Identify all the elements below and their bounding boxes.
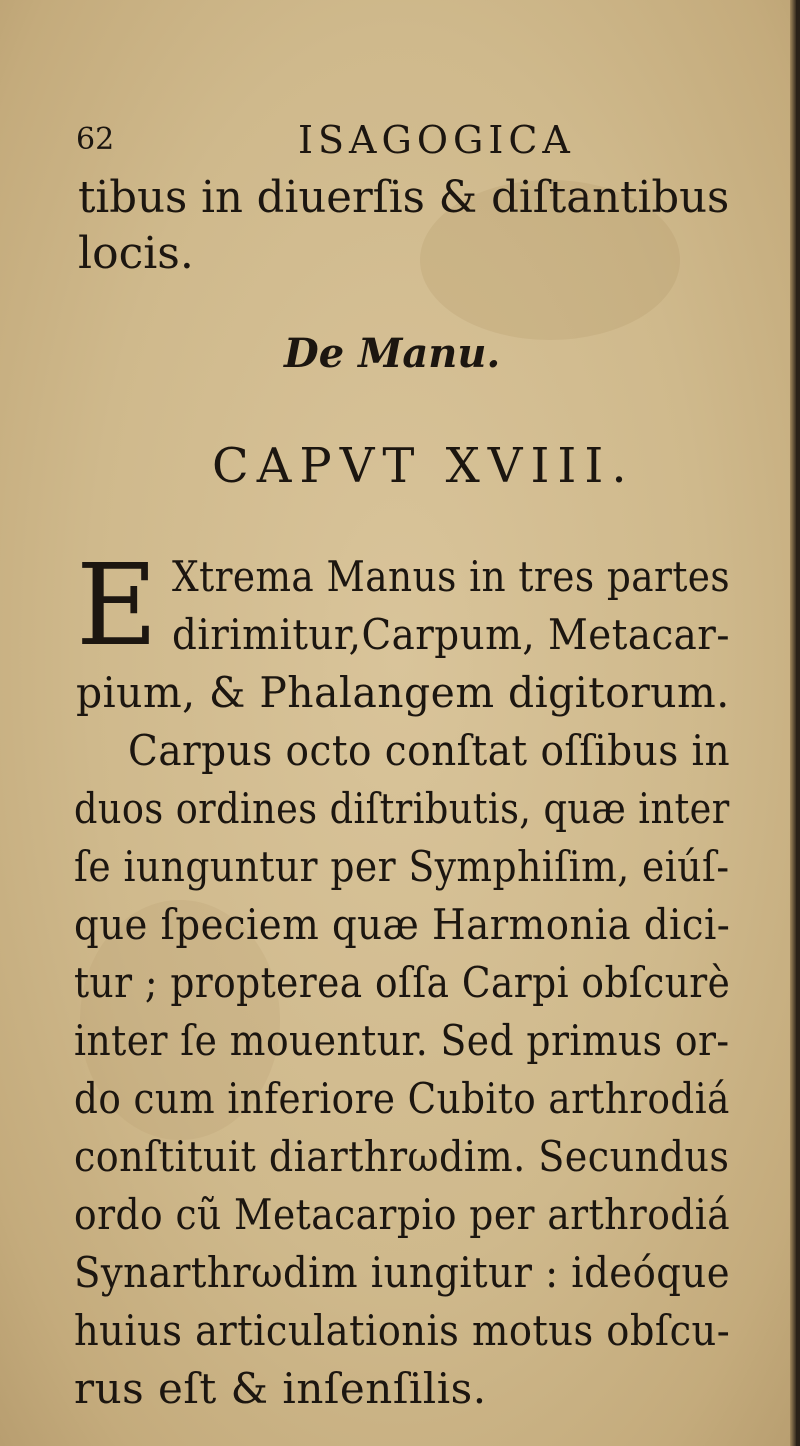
page-number: 62 (76, 122, 115, 157)
body-line: ſe iunguntur per Symphiſim, eiúſ- (74, 842, 730, 891)
body-line: conſtituit diarthrωdim. Secundus (74, 1132, 730, 1181)
chapter-heading: CAPVT XVIII. (212, 438, 635, 494)
body-line: que ſpeciem quæ Harmonia dici- (74, 900, 731, 949)
body-line: ordo cũ Metacarpio per arthrodiá (74, 1190, 731, 1239)
body-line: duos ordines diſtributis, quæ inter (74, 784, 730, 833)
body-line: huius articulationis motus obſcu- (74, 1306, 731, 1355)
body-line: Xtrema Manus in tres partes (172, 552, 731, 601)
running-title: ISAGOGICA (298, 118, 575, 162)
body-line: tur ; propterea oſſa Carpi obſcurè (74, 958, 731, 1007)
page-edge-shadow (790, 0, 796, 1446)
body-line: dirimitur,Carpum, Metacar- (172, 610, 730, 659)
continuation-line: tibus in diuerſis & diſtantibus (78, 172, 730, 223)
body-line: do cum inferiore Cubito arthrodiá (74, 1074, 730, 1123)
body-line: Carpus octo conſtat oſſibus in (128, 726, 731, 775)
body-line: rus eſt & inſenſilis. (74, 1364, 487, 1413)
body-line: pium, & Phalangem digitorum. (76, 668, 730, 717)
body-line: inter ſe mouentur. Sed primus or- (74, 1016, 730, 1065)
page-header (76, 118, 736, 162)
body-line: Synarthrωdim iungitur : ideóque (74, 1248, 731, 1297)
continuation-line: locis. (78, 228, 194, 279)
drop-cap: E (76, 541, 158, 671)
section-subtitle: De Manu. (284, 330, 501, 377)
